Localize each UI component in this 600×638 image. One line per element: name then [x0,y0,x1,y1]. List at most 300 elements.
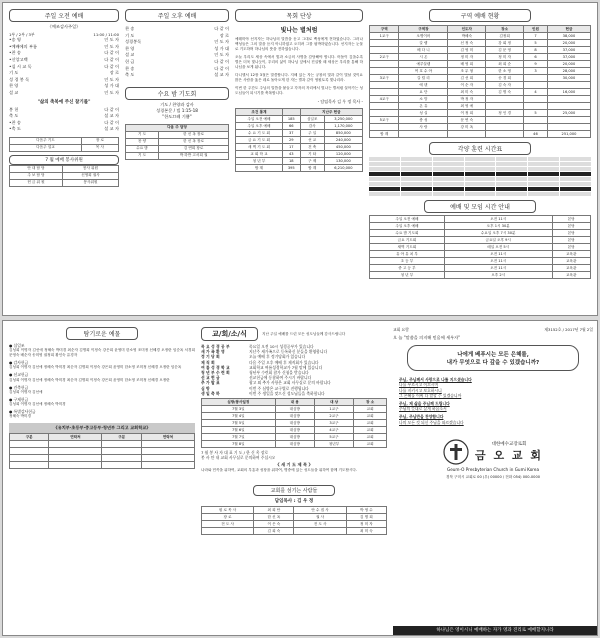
district-row [370,68,591,75]
pastor-column-heading: 빛나는 별처럼 [280,27,318,34]
visitation-row [202,434,387,441]
morning-service-subtitle: 《예조감사주일》 [47,24,81,29]
next-duty-row [126,145,229,152]
attendance-row-cell: 66 [282,123,300,130]
district-row [370,33,591,40]
meeting-row-cell: 수요일 오후 7시 30분 [444,230,552,237]
offerings-title: 탐기로운 예물 [66,327,138,340]
offerings-column [9,327,195,469]
attendance-row-cell: 17 [282,144,300,151]
training-grid-cell [496,167,527,171]
service-times: 1부 / 2부 / 3부 11:00 / 11:00 [9,32,119,37]
duty-row-cell: 다음주 설교 [10,144,82,151]
training-grid-cell [560,187,591,191]
attendance-row-cell: 청 년 부 [236,158,283,165]
visitation-row-cell: 4교구 [314,427,353,434]
visitation-row-cell: 7월 3일 [202,406,276,413]
visitation-row-cell: 교회 [354,420,387,427]
training-grid-cell [369,182,400,186]
meeting-row-cell: 중 고 등 부 [370,265,445,272]
district-row [370,110,591,117]
training-grid-cell [528,162,559,166]
district-row-cell [547,96,590,103]
attendance-row-cell: 십일조 [300,116,324,123]
district-row-cell [370,61,399,68]
education-row [10,455,195,462]
attendance-row-cell: 새 벽 기 도 회 [236,144,283,151]
news-item-label: 심 방 [201,385,210,391]
service-order-row-label: 기 도 [9,70,19,76]
district-row-cell: 25,000 [547,110,590,117]
district-row-cell [523,124,547,131]
afternoon-order-row-label: 설 교 [125,52,135,58]
training-grid-cell [496,162,527,166]
meeting-row-cell: 오후 2시 [444,272,552,279]
education-cell [49,441,102,448]
training-grid-row [369,177,591,181]
attendance-row-cell: 185 [282,116,300,123]
service-order-row [9,37,119,44]
district-row-cell [547,124,590,131]
staff-row-cell [202,528,254,535]
news-item-text: 광고 외 추가 사항은 교회 사무실로 문의 바랍니다 [249,380,331,386]
afternoon-order-row [125,26,229,33]
district-row-cell: 20,000 [547,61,590,68]
training-grid-cell [433,192,464,196]
visitation-row-cell: 7월 8일 [202,441,276,448]
bulletin-page-inside [2,2,598,316]
meeting-row-cell: 주일 오후 예배 [370,223,445,230]
offering-group-names: 정혜숙 박미경 [9,414,31,419]
district-head: 인원 [523,26,547,33]
training-grid-cell [401,177,432,181]
training-grid-cell [465,177,496,181]
district-head: 구역장 [399,26,448,33]
district-row-cell [370,47,399,54]
duty-row-cell: 장 로 [81,137,118,144]
weekly-volunteers-title: 7 월 예배 봉사위원 [9,155,119,165]
meeting-row-cell: 새벽 기도회 [370,244,445,251]
wednesday-sermon: "한도끄레 기쁨" [162,113,192,119]
visitation-row [202,420,387,427]
training-grid-cell [433,182,464,186]
pastor-column-title: 목회 단상 [235,9,363,22]
district-row-cell: 9 [523,61,547,68]
volunteer-row [10,165,119,172]
visitation-row-cell: 7월 7일 [202,434,276,441]
district-row-cell [448,131,486,138]
service-order-row-label: 찬 양 [9,83,19,89]
training-grid-cell [465,167,496,171]
visitation-row-cell: 2교구 [314,413,353,420]
cover-prayer-line: 그 은혜를 어찌 다 말할 수 있겠습니까 [399,392,462,398]
training-grid-cell [528,157,559,161]
afternoon-order-row-label: 성경봉독 [125,39,142,45]
attendance-row [236,123,363,130]
training-grid-cell [465,157,496,161]
district-row-cell: 16,000 [547,89,590,96]
district-title: 구역 예배 현황 [429,9,531,22]
church-logo-icon [443,439,469,465]
news-item-label: 제 직 회 [201,359,215,365]
training-grid-cell [433,167,464,171]
training-grid-row [369,187,591,191]
meeting-row-cell: 본당 [552,237,590,244]
district-row-cell: 소 망 [399,96,448,103]
attendance-row-cell: 감사 [300,123,324,130]
education-department-table [9,433,195,469]
service-order-row-value: 설 교 자 [104,126,119,132]
wednesday-prayer-detail [125,102,229,120]
service-order-row-value: 다 같 이 [104,56,119,62]
training-grid-cell [528,192,559,196]
attendance-row-cell: 선 교 [300,137,324,144]
visitation-row-cell: 1교구 [314,406,353,413]
training-schedule-title: 각양 훈련 시간표 [429,142,531,155]
afternoon-order-row-label: 찬 송 [125,65,135,71]
meeting-row-cell: 본당 [552,216,590,223]
staff-row-cell: 안 수 집 사 [294,507,346,514]
offering-group [9,343,195,358]
visitation-row-cell: 대심방 [275,420,314,427]
attendance-row [236,151,363,158]
district-row-cell: 4교구 [370,96,399,103]
training-grid-cell [465,162,496,166]
service-order-row [9,126,119,133]
service-order-row [9,90,119,97]
training-grid-cell [496,187,527,191]
offering-group-names: 김성희 이명자 김선애 정혜숙 박미경 [9,402,66,407]
meeting-schedule-title: 예배 및 모임 시간 안내 [424,200,536,213]
training-grid-cell [465,182,496,186]
news-item [201,391,387,396]
attendance-row-cell: 금 요 기 도 회 [236,137,283,144]
afternoon-order-row-label: 찬 송 [125,26,135,31]
training-schedule-grid [369,157,591,196]
training-grid-cell [401,172,432,176]
education-cell [49,448,102,455]
education-head: 연락처 [141,434,194,441]
church-news-list [201,344,387,396]
meeting-row-cell: 오전 11시 [444,258,552,265]
training-grid-cell [528,187,559,191]
cover-verse: 오 늘 "말씀을 의지해 믿음에 세우자" [393,335,461,341]
district-column [369,9,591,279]
morning-service-order [9,37,119,96]
visitation-table [201,398,387,448]
service-order-row [9,57,119,64]
attendance-row [236,116,363,123]
attendance-row-cell: 395 [282,165,300,172]
volunteer-row-cell: 안 내 담 당 [10,165,63,172]
meeting-row-cell: 오전 11시 [444,251,552,258]
service-order-row-value: 다 같 이 [104,50,119,56]
visitation-row-cell: 대심방 [275,427,314,434]
district-row-cell: 배 영 희 [448,61,486,68]
education-row [10,441,195,448]
district-row-cell: 문 연 숙 [448,117,486,124]
service-order-row [9,113,119,120]
church-news-column [201,327,387,535]
district-row-cell [370,110,399,117]
pastor-paragraph: 예레미야 선지자는 하나님의 말씀을 듣고 그대로 백성에게 전하였습니다. 그러나 백성들은 그의 말을 듣지 아니하였고 오히려 그를 핍박하였습니다. 선지자는 눈물로 기도하며 하나님의 뜻을 전하였습니다. [235,37,363,51]
district-row-cell: 2교구 [370,54,399,61]
attendance-row-cell: 130,000 [324,158,362,165]
staff-lead: 담임목사 : 김 우 정 [274,499,314,505]
attendance-row-cell: 3,250,000 [324,116,362,123]
service-order-row [9,64,119,71]
afternoon-order-row [125,72,229,79]
service-order-row-value: 다 같 이 [104,119,119,125]
district-row-cell: 갈 렙 [399,40,448,47]
district-row-cell: 충 성 [399,117,448,124]
district-row-cell: 강 회 정 [486,40,524,47]
cover-header-left: 교회 요람 [393,327,409,332]
education-cell [141,455,194,462]
staff-title: 교회를 섬기는 사람들 [253,485,335,496]
afternoon-order-row-value: 성 가 대 [214,45,229,51]
staff-row-cell: 권 사 [294,514,346,521]
service-order-row-value: 인 도 자 [104,76,119,82]
meeting-row [370,258,591,265]
meeting-row-cell: 수요 밤 기도회 [370,230,445,237]
district-row-cell: 이 순 자 [448,82,486,89]
next-duty-row-cell: 한 신 옥 장로 [159,131,229,138]
attendance-row-cell: 450,000 [324,144,362,151]
afternoon-order-row-label: 헌 금 [125,58,135,64]
meeting-row-cell: 청 년 부 [370,272,445,279]
duty-row [10,137,119,144]
district-row-cell: 5 [523,40,547,47]
attendance-row-cell: 구 제 [300,158,324,165]
meeting-row-cell: 본당 [552,223,590,230]
district-row-cell [486,96,524,103]
wednesday-line: 기도 / 찬양과 감사 [160,101,194,107]
district-row-cell: 한 소 영 [486,68,524,75]
training-grid-cell [433,187,464,191]
service-order-row [9,70,119,77]
visitation-row-cell: 교회 [354,413,387,420]
news-item-text: 이번 주 심방은 교구별로 진행됩니다 [249,385,309,391]
district-row-cell [486,124,524,131]
training-grid-cell [560,172,591,176]
volunteer-row-cell: 봉사 위원 [62,165,118,172]
denomination: 대한예수교장로회 [491,441,527,447]
training-grid-cell [433,172,464,176]
service-order-row-label: 봉 헌 [9,106,19,112]
staff-row-cell: 한 신 옥 [254,514,294,521]
district-row-cell: 갈 릴 리 [399,75,448,82]
next-duty-row [126,131,229,138]
attendance-row-cell: 6,210,000 [324,165,362,172]
training-grid-cell [560,192,591,196]
district-row-cell [523,75,547,82]
afternoon-order-row-value: 설 교 자 [214,72,229,78]
district-row-cell: 시 온 [399,54,448,61]
offerings-list [9,343,195,419]
news-item-label: 청 년 부 수 련 회 [201,370,230,376]
meeting-row-cell: 본당 [552,244,590,251]
next-week-title: 다음 주 담당 [126,124,229,131]
district-row-cell: 6 [523,54,547,61]
visitation-row-cell: 대심방 [275,413,314,420]
district-row-cell: 1교구 [370,33,399,40]
attendance-count-head [282,109,300,116]
attendance-row [236,144,363,151]
district-row-cell: 합 계 [370,131,399,138]
news-item-text: 다음 주일 오후 예배 후 제직회가 있습니다 [249,359,319,365]
training-grid-cell [433,157,464,161]
afternoon-order-row-value: 인 도 자 [214,52,229,58]
district-row-cell [486,103,524,110]
news-item-text: 교회학교 여름성경학교가 7월 말에 있습니다 [249,364,323,370]
attendance-row [236,130,363,137]
district-head: 인도자 [448,26,486,33]
prayer-title: 《 새 기 도 제 목 》 [275,462,313,468]
meeting-row-cell: 본당 [552,230,590,237]
news-item-label: 새 가 족 환 영 [201,349,225,355]
cover-prayer-line: 주님, 제 삶을 주님께 드립니다 [399,401,450,407]
training-grid-cell [369,187,400,191]
district-row-cell: 251,000 [547,131,590,138]
attendance-row [236,165,363,172]
education-row [10,448,195,455]
training-grid-row [369,172,591,176]
district-row [370,117,591,124]
district-row-cell: 5교구 [370,117,399,124]
training-grid-cell [528,172,559,176]
training-grid-cell [369,177,400,181]
education-head: 구분 [10,434,49,441]
news-item-text: 이번 주 생일을 맞으신 성도님들을 축하합니다 [249,390,325,396]
education-cell [49,462,102,469]
district-row-cell [523,96,547,103]
district-row-cell: 28,000 [547,68,590,75]
district-row-cell: 최 희 순 [486,61,524,68]
meeting-row [370,251,591,258]
afternoon-service-order [125,26,229,79]
staff-row-cell: 김 명 희 [346,514,386,521]
district-row-cell: 김 선 희 [448,75,486,82]
offering-group-label: ● 건축헌금 [9,384,29,390]
next-duty-row-cell: 김 연희 장로 [159,145,229,152]
training-grid-cell [465,187,496,191]
education-cell [10,448,49,455]
training-grid-cell [369,167,400,171]
service-order-row-label: •신앙고백 [9,56,28,62]
attendance-row-cell: 1,170,000 [324,123,362,130]
next-duty-row-cell: 박 하반 고서희 권 [159,152,229,159]
training-grid-row [369,192,591,196]
training-grid-cell [369,172,400,176]
visitation-row [202,413,387,420]
district-row-cell: 7 [523,33,547,40]
training-grid-cell [401,162,432,166]
staff-row-cell: 전 도 사 [202,521,254,528]
volunteer-row [10,179,119,186]
service-order-row-value: 인 도 자 [104,37,119,43]
education-cell [102,441,141,448]
visitation-head: 장 소 [354,399,387,406]
meeting-row-cell: 오후 1시 30분 [444,223,552,230]
pastor-signature: - 담임목사 김 우 정 목사 - [317,99,363,104]
district-row-cell: 3 [523,68,547,75]
morning-service-title: 주일 오전 예배 [9,9,119,22]
education-cell [10,441,49,448]
training-grid-cell [560,177,591,181]
training-grid-cell [465,192,496,196]
service-order-row-label: •송 영 [9,37,21,43]
attendance-row-cell: 850,000 [324,130,362,137]
attendance-row-cell: 건 축 [300,144,324,151]
district-row [370,47,591,54]
district-row-cell: 박혜숙 [448,33,486,40]
afternoon-order-row [125,52,229,59]
cover-prayer-line: 나의 모든 것 되신 주님을 따르겠습니다 [399,419,464,425]
offering-head: 지난주 헌금 [300,109,362,116]
afternoon-order-row-value: 장 로 [219,32,229,38]
district-row-cell: 46 [523,131,547,138]
training-grid-cell [401,192,432,196]
education-row [10,462,195,469]
district-row-cell: 조 무 형 [448,68,486,75]
district-row-cell [523,82,547,89]
training-grid-cell [369,162,400,166]
district-row-cell: 예루살렘 [399,61,448,68]
duty-row-cell: 다음주 기도 [10,137,82,144]
attendance-row-cell: 29 [282,137,300,144]
attendance-row-cell: 주일 오전 예배 [236,116,283,123]
training-grid-cell [496,172,527,176]
district-row-cell: 김 문 영 [486,47,524,54]
volunteer-row [10,172,119,179]
district-head: 구역 [370,26,399,33]
district-row-cell: 8 [523,47,547,54]
news-item-label: 생 일 축 하 [201,390,220,396]
service-order-row-label: 성 경 봉 독 [9,76,30,82]
attendance-row-cell: 주일 오후 예배 [236,123,283,130]
attendance-offering-table [235,108,363,172]
service-order-row-label: •찬 송 [9,119,21,125]
afternoon-service-title: 주일 오후 예배 [125,9,229,22]
training-grid-cell [496,182,527,186]
meeting-schedule-table [369,215,591,279]
meeting-row-cell: 유 아 유 치 부 [370,251,445,258]
district-row-cell: 정 미 자 [448,54,486,61]
district-row-cell [370,124,399,131]
district-row [370,54,591,61]
service-order-row-label: •예배에의 부름 [9,43,38,49]
visitation-row-cell: 대심방 [275,406,314,413]
training-grid-cell [560,157,591,161]
education-cell [49,455,102,462]
sermon-title: "삶의 축복에 주신 찰기를" [37,99,91,105]
offering-group-names: 김성희 이명자 김선애 정혜숙 박미경 최순자 김명희 이정숙 강은희 윤영미 한소영 조미정 신혜경 오정란 임순옥 [9,365,182,370]
education-cell [141,448,194,455]
service-order-row-label: 축 도 [9,113,19,119]
visitation-row-cell: 교회 [354,406,387,413]
meeting-row-cell: 오전 11시 [444,216,552,223]
cover-theme-line-2: 내가 무엇으로 다 갚을 수 있겠습니까? [446,360,540,367]
district-row-cell [486,131,524,138]
cover-prayer-line: 주님, 주님께서 사랑으로 나를 지으셨습니다 [399,377,472,383]
staff-row-cell: 최 희 안 [254,507,294,514]
next-duty-row [126,152,229,159]
service-order-row [9,83,119,90]
cover-header [393,327,593,332]
district-row [370,89,591,96]
training-grid-cell [401,157,432,161]
